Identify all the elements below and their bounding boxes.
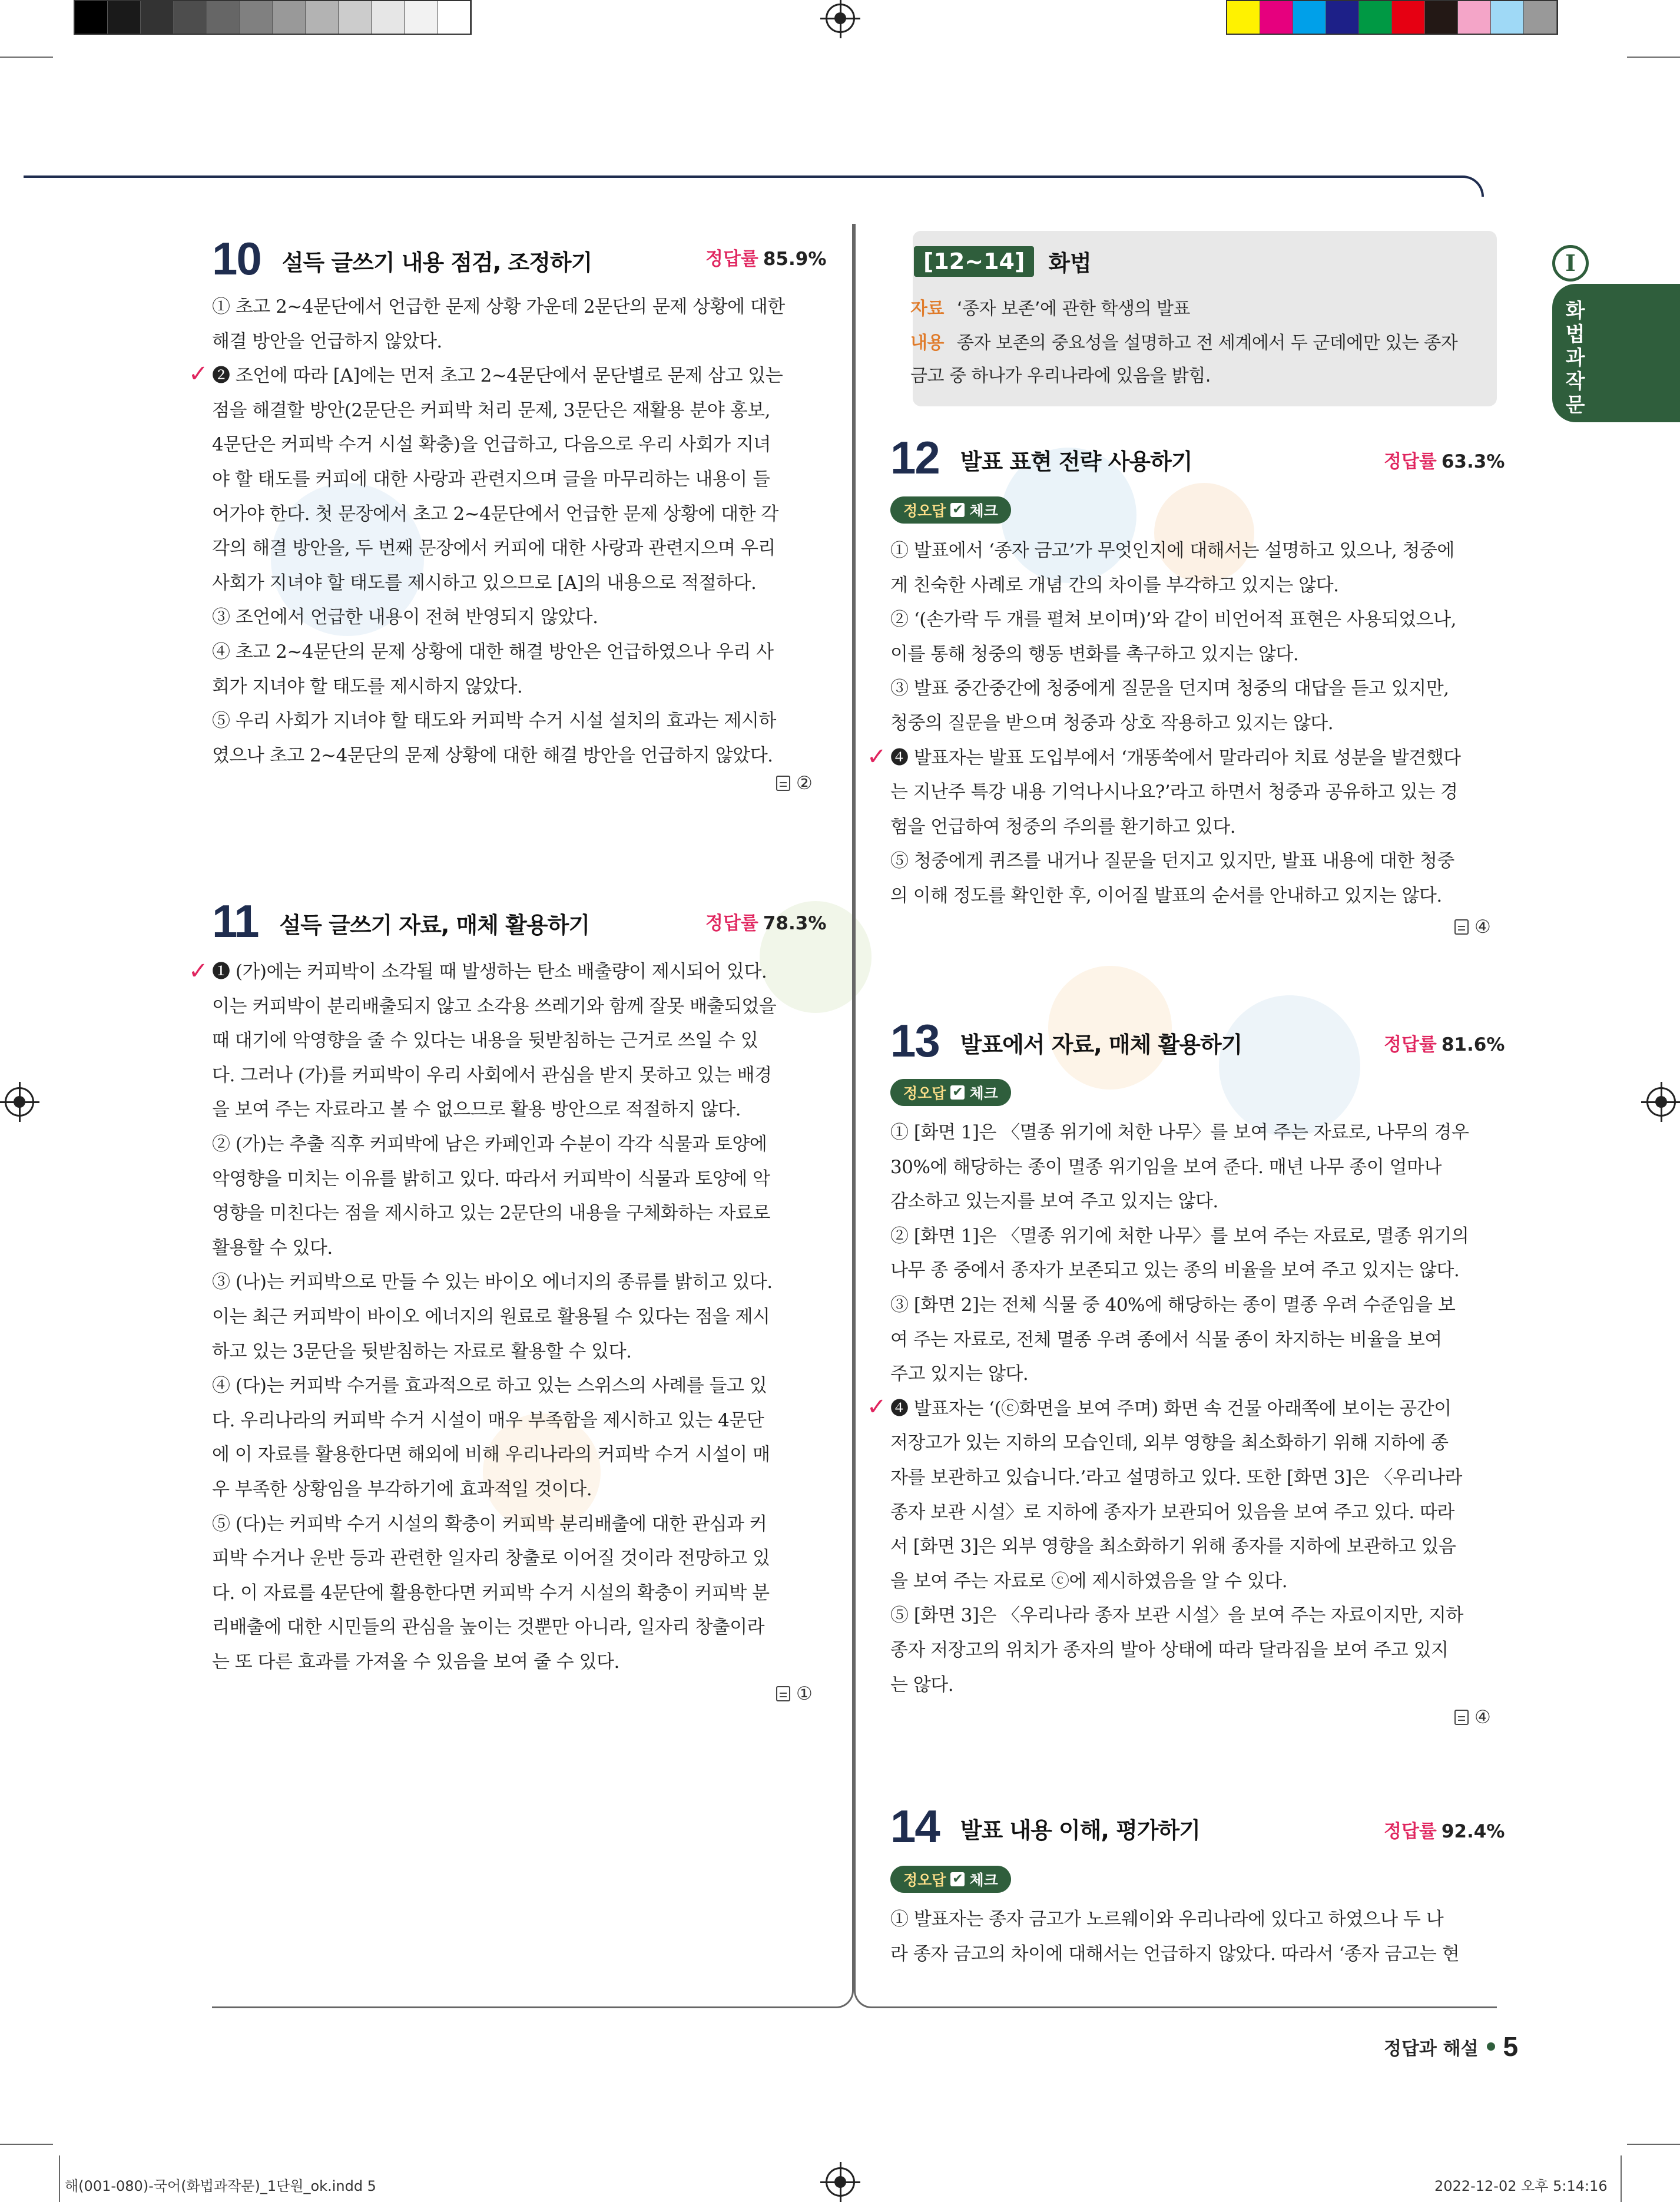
question-number: 10 [212, 233, 261, 284]
source-value: ‘종자 보존’에 관한 학생의 발표 [956, 299, 1190, 319]
explanation-line: 의 이해 정도를 확인한 후, 이어질 발표의 순서를 안내하고 있지는 않다. [890, 885, 1442, 906]
question-number: 12 [890, 432, 939, 484]
explanation-line: 이를 통해 청중의 행동 변화를 촉구하고 있지는 않다. [890, 643, 1299, 665]
header-rule [24, 176, 1484, 197]
badge-label-2: 체크 [969, 1872, 998, 1889]
color-swatch [1458, 1, 1491, 34]
correct-rate-value: 81.6% [1441, 1034, 1505, 1055]
print-slug-datetime: 2022-12-02 오후 5:14:16 [1434, 2178, 1608, 2194]
question-11-explanation [212, 955, 819, 1679]
content-value: 종자 보존의 중요성을 설명하고 전 세계에서 두 군데에만 있는 종자 [956, 333, 1458, 353]
crop-mark [1627, 57, 1680, 58]
question-14-explanation [890, 1902, 1497, 1971]
correct-answer-check-icon: ✓ [867, 743, 887, 770]
color-swatch [108, 1, 141, 34]
badge-label: 정오답 [903, 1872, 946, 1889]
correct-rate [1384, 446, 1505, 473]
question-10-answer [776, 773, 813, 794]
content-value-cont: 금고 중 하나가 우리나라에 있음을 밝힘. [910, 366, 1211, 386]
correct-rate-value: 78.3% [763, 913, 827, 934]
color-swatch [141, 1, 174, 34]
explanation-line: ④ (다)는 커피박 수거를 효과적으로 하고 있는 스위스의 사례를 들고 있 [212, 1375, 767, 1397]
explanation-line: 다. 우리나라의 커피박 수거 시설이 매우 부족함을 제시하고 있는 4문단 [212, 1409, 764, 1431]
source-key: 자료 [910, 299, 944, 319]
registration-mark-right [1646, 1087, 1676, 1117]
color-swatch [1491, 1, 1524, 34]
explanation-line: ❷ 조언에 따라 [A]에는 먼저 초고 2~4문단에서 문단별로 문제 삼고 있는 [212, 365, 783, 387]
explanation-line: ④ 초고 2~4문단의 문제 상황에 대한 해결 방안은 언급하였으나 우리 사 [212, 641, 774, 663]
color-swatch [1359, 1, 1392, 34]
crop-mark [0, 57, 53, 58]
color-swatch [339, 1, 372, 34]
question-12-explanation [890, 534, 1497, 913]
passage-info-header [914, 245, 1092, 277]
explanation-line: 을 보여 주는 자료로 ⓒ에 제시하였음을 알 수 있다. [890, 1570, 1288, 1592]
footer-label: 정답과 해설 [1384, 2038, 1479, 2059]
explanation-line: ⑤ (다)는 커피박 수거 시설의 확충이 커피박 분리배출에 대한 관심과 커 [212, 1513, 767, 1535]
answer-icon [776, 776, 790, 791]
explanation-line: 험을 언급하여 청중의 주의를 환기하고 있다. [890, 816, 1236, 837]
question-title: 발표 내용 이해, 평가하기 [960, 1817, 1200, 1843]
explanation-line: 영향을 미친다는 점을 제시하고 있는 2문단의 내용을 구체화하는 자료로 [212, 1203, 770, 1224]
checkbox-icon: ✔ [950, 503, 965, 517]
answer-icon [776, 1686, 790, 1701]
explanation-line: ① 초고 2~4문단에서 언급한 문제 상황 가운데 2문단의 문제 상황에 대한 [212, 296, 785, 317]
correct-rate-label: 정답률 [1384, 451, 1437, 472]
explanation-line: 야 할 태도를 커피에 대한 사랑과 관련지으며 글을 마무리하는 내용이 들 [212, 468, 770, 490]
color-swatch [1326, 1, 1359, 34]
correct-rate [705, 244, 826, 270]
color-swatch [438, 1, 470, 34]
explanation-line: ⑤ 우리 사회가 지녀야 할 태도와 커피박 수거 시설 설치의 효과는 제시하 [212, 710, 776, 732]
explanation-line: 우 부족한 상황임을 부각하기에 효과적일 것이다. [212, 1478, 592, 1500]
crop-mark [1627, 2144, 1680, 2145]
explanation-line: 다. 이 자료를 4문단에 활용한다면 커피박 수거 시설의 확충이 커피박 분 [212, 1582, 770, 1604]
explanation-line: ③ (나)는 커피박으로 만들 수 있는 바이오 에너지의 종류를 밝히고 있다. [212, 1271, 773, 1293]
correct-rate-label: 정답률 [705, 249, 758, 270]
content-key: 내용 [910, 333, 944, 353]
explanation-line: ❹ 발표자는 발표 도입부에서 ‘개똥쑥에서 말라리아 치료 성분을 발견했다 [890, 747, 1461, 769]
explanation-line: 악영향을 미치는 이유를 밝히고 있다. 따라서 커피박이 식물과 토양에 악 [212, 1168, 770, 1190]
question-number: 13 [890, 1015, 939, 1067]
correct-rate [1384, 1029, 1505, 1056]
question-14-header [890, 1800, 1200, 1852]
question-10-explanation [212, 290, 819, 773]
color-swatch [240, 1, 273, 34]
answer-check-badge [890, 1866, 1011, 1893]
color-swatch [1392, 1, 1425, 34]
explanation-line: 해결 방안을 언급하지 않았다. [212, 330, 442, 352]
answer-icon [1454, 1710, 1469, 1725]
explanation-line: 에 이 자료를 활용한다면 해외에 비해 우리나라의 커피박 수거 시설이 매 [212, 1444, 770, 1466]
crop-mark [59, 2155, 60, 2202]
print-slug-filename: 해(001-080)-국어(화법과작문)_1단원_ok.indd 5 [65, 2178, 376, 2194]
explanation-line: ③ 발표 중간중간에 청중에게 질문을 던지며 청중의 대답을 듣고 있지만, [890, 678, 1449, 700]
question-13-header [890, 1015, 1242, 1067]
explanation-line: 4문단은 커피박 수거 시설 확충)을 언급하고, 다음으로 우리 사회가 지녀 [212, 434, 771, 456]
correct-rate-label: 정답률 [1384, 1034, 1437, 1055]
answer-icon [1454, 919, 1469, 935]
checkbox-icon: ✔ [950, 1872, 965, 1886]
color-swatch [174, 1, 207, 34]
explanation-line: 회가 지녀야 할 태도를 제시하지 않았다. [212, 675, 523, 697]
explanation-line: 라 종자 금고의 차이에 대해서는 언급하지 않았다. 따라서 ‘종자 금고는 현 [890, 1943, 1460, 1965]
correct-rate-value: 63.3% [1441, 451, 1505, 472]
explanation-line: 어가야 한다. 첫 문장에서 초고 2~4문단에서 언급한 문제 상황에 대한 각 [212, 503, 778, 525]
page-footer [1384, 2031, 1518, 2062]
explanation-line: ③ 조언에서 언급한 내용이 전혀 반영되지 않았다. [212, 607, 598, 628]
correct-answer-check-icon: ✓ [188, 360, 208, 388]
explanation-line: 각의 해결 방안을, 두 번째 문장에서 커피에 대한 사랑과 관련지으며 우리 [212, 538, 776, 559]
explanation-line: ❶ (가)에는 커피박이 소각될 때 발생하는 탄소 배출량이 제시되어 있다. [212, 961, 767, 982]
explanation-line: 하고 있는 3문단을 뒷받침하는 자료로 활용할 수 있다. [212, 1340, 632, 1362]
color-swatch [405, 1, 438, 34]
explanation-line: ② [화면 1]은 〈멸종 위기에 처한 나무〉를 보여 주는 자료로, 멸종 위기의 [890, 1225, 1469, 1247]
badge-label-2: 체크 [969, 1085, 998, 1102]
correct-rate-label: 정답률 [1384, 1821, 1437, 1842]
color-swatch [372, 1, 405, 34]
explanation-line: 였으나 초고 2~4문단의 문제 상황에 대한 해결 방안을 언급하지 않았다. [212, 744, 773, 766]
correct-answer-check-icon: ✓ [188, 958, 208, 985]
color-swatch [1293, 1, 1326, 34]
explanation-line: ① [화면 1]은 〈멸종 위기에 처한 나무〉를 보여 주는 자료로, 나무의 경우 [890, 1122, 1469, 1143]
passage-genre: 화법 [1048, 250, 1092, 276]
crop-mark [0, 2144, 53, 2145]
answer-check-badge [890, 1079, 1011, 1106]
explanation-line: ③ [화면 2]는 전체 식물 중 40%에 해당하는 종이 멸종 우려 수준임을 보 [890, 1294, 1456, 1316]
color-swatch [75, 1, 108, 34]
explanation-line: 피박 수거나 운반 등과 관련한 일자리 창출로 이어질 것이라 전망하고 있 [212, 1548, 770, 1569]
explanation-line: 는 또 다른 효과를 가져올 수 있음을 보여 줄 수 있다. [212, 1651, 619, 1673]
explanation-line: 활용할 수 있다. [212, 1237, 333, 1259]
explanation-line: ① 발표자는 종자 금고가 노르웨이와 우리나라에 있다고 하였으나 두 나 [890, 1909, 1444, 1930]
explanation-line: ② (가)는 추출 직후 커피박에 남은 카페인과 수분이 각각 식물과 토양에 [212, 1133, 767, 1155]
question-11-answer [776, 1683, 813, 1704]
passage-content-line [910, 326, 1457, 360]
explanation-line: 리배출에 대한 시민들의 관심을 높이는 것뿐만 아니라, 일자리 창출이라 [212, 1617, 765, 1638]
explanation-line: 는 않다. [890, 1674, 954, 1696]
question-title: 발표에서 자료, 매체 활용하기 [960, 1032, 1242, 1058]
question-11-header [212, 895, 590, 947]
page-number: 5 [1503, 2031, 1519, 2062]
question-13-answer [1454, 1707, 1491, 1728]
color-swatch [1260, 1, 1293, 34]
badge-label-2: 체크 [969, 502, 998, 519]
question-number: 11 [212, 895, 259, 947]
explanation-line: 주고 있지는 않다. [890, 1363, 1029, 1385]
correct-rate-value: 92.4% [1441, 1821, 1505, 1842]
explanation-line: 게 친숙한 사례로 개념 간의 차이를 부각하고 있지는 않다. [890, 574, 1339, 596]
answer-value: ④ [1474, 916, 1491, 938]
question-title: 설득 글쓰기 자료, 매체 활용하기 [279, 912, 590, 938]
registration-mark-bottom [826, 2167, 855, 2197]
correct-rate-value: 85.9% [763, 249, 827, 270]
answer-value: ④ [1474, 1707, 1491, 1728]
correct-rate [1384, 1816, 1505, 1843]
color-swatch-bar [1226, 0, 1558, 35]
crop-mark [1621, 2155, 1622, 2202]
explanation-line: 여 주는 자료로, 전체 멸종 우려 종에서 식물 종이 차지하는 비율을 보여 [890, 1329, 1442, 1350]
explanation-line: 이는 최근 커피박이 바이오 에너지의 원료로 활용될 수 있다는 점을 제시 [212, 1306, 770, 1327]
explanation-line: 서 [화면 3]은 외부 영향을 최소화하기 위해 종자를 지하에 보관하고 있음 [890, 1536, 1456, 1558]
question-number: 14 [890, 1800, 939, 1852]
explanation-line: 다. 그러나 (가)를 커피박이 우리 사회에서 관심을 받지 못하고 있는 배경 [212, 1064, 772, 1086]
correct-answer-check-icon: ✓ [867, 1393, 887, 1420]
explanation-line: 때 대기에 악영향을 줄 수 있다는 내용을 뒷받침하는 근거로 쓰일 수 있 [212, 1030, 758, 1052]
explanation-line: ⑤ [화면 3]은 〈우리나라 종자 보관 시설〉을 보여 주는 자료이지만, 지하 [890, 1605, 1463, 1627]
answer-value: ② [796, 773, 813, 794]
color-swatch [1524, 1, 1557, 34]
chapter-label: 화법과 작문 [1565, 299, 1585, 417]
grayscale-swatch-bar [74, 0, 472, 35]
chapter-roman-numeral: I [1552, 245, 1589, 282]
question-12-answer [1454, 916, 1491, 938]
explanation-line: ① 발표에서 ‘종자 금고’가 무엇인지에 대해서는 설명하고 있으나, 청중에 [890, 540, 1454, 561]
explanation-line: 사회가 지녀야 할 태도를 제시하고 있으므로 [A]의 내용으로 적절하다. [212, 572, 757, 594]
explanation-line: 종자 저장고의 위치가 종자의 발아 상태에 따라 달라짐을 보여 주고 있지 [890, 1639, 1449, 1661]
registration-mark-left [5, 1087, 34, 1117]
question-12-header [890, 432, 1192, 484]
explanation-line: 청중의 질문을 받으며 청중과 상호 작용하고 있지는 않다. [890, 712, 1334, 734]
checkbox-icon: ✔ [950, 1085, 965, 1100]
correct-rate [705, 908, 826, 935]
explanation-line: 30%에 해당하는 종이 멸종 위기임을 보여 준다. 매년 나무 종이 얼마나 [890, 1156, 1442, 1178]
passage-source-line [910, 292, 1190, 326]
color-swatch [273, 1, 306, 34]
footer-dot-icon [1487, 2042, 1495, 2051]
question-13-explanation [890, 1115, 1497, 1702]
question-title: 발표 표현 전략 사용하기 [960, 449, 1192, 475]
registration-mark-top [826, 4, 855, 33]
explanation-line: ② ‘(손가락 두 개를 펼쳐 보이며)’와 같이 비언어적 표현은 사용되었으나, [890, 609, 1456, 631]
color-swatch [1227, 1, 1260, 34]
answer-value: ① [796, 1683, 813, 1704]
explanation-line: 저장고가 있는 지하의 모습인데, 외부 영향을 최소화하기 위해 지하에 종 [890, 1432, 1449, 1454]
explanation-line: 종자 보관 시설〉로 지하에 종자가 보관되어 있음을 보여 주고 있다. 따라 [890, 1501, 1454, 1523]
explanation-line: 감소하고 있는지를 보여 주고 있지는 않다. [890, 1191, 1218, 1213]
badge-label: 정오답 [903, 502, 946, 519]
explanation-line: 을 보여 주는 자료라고 볼 수 없으므로 활용 방안으로 적절하지 않다. [212, 1099, 741, 1121]
color-swatch [207, 1, 240, 34]
explanation-line: 점을 해결할 방안(2문단은 커피박 처리 문제, 3문단은 재활용 분야 홍보, [212, 399, 770, 421]
question-range-tag: [12~14] [914, 246, 1034, 277]
question-10-header [212, 233, 592, 284]
passage-content-line-2 [910, 359, 1211, 393]
color-swatch [306, 1, 339, 34]
color-swatch [1425, 1, 1458, 34]
explanation-line: ⑤ 청중에게 퀴즈를 내거나 질문을 던지고 있지만, 발표 내용에 대한 청중 [890, 850, 1454, 872]
explanation-line: ❹ 발표자는 ‘(ⓒ화면을 보여 주며) 화면 속 건물 아래쪽에 보이는 공간이 [890, 1398, 1452, 1419]
explanation-line: 는 지난주 특강 내용 기억나시나요?’라고 하면서 청중과 공유하고 있는 경 [890, 782, 1458, 803]
explanation-line: 이는 커피박이 분리배출되지 않고 소각용 쓰레기와 함께 잘못 배출되었을 [212, 995, 777, 1017]
correct-rate-label: 정답률 [705, 913, 758, 934]
explanation-line: 나무 종 중에서 종자가 보존되고 있는 종의 비율을 보여 주고 있지는 않다. [890, 1260, 1460, 1282]
answer-check-badge [890, 496, 1011, 524]
question-title: 설득 글쓰기 내용 점검, 조정하기 [281, 250, 592, 276]
explanation-line: 자를 보관하고 있습니다.’라고 설명하고 있다. 또한 [화면 3]은 〈우리나라 [890, 1466, 1462, 1488]
badge-label: 정오답 [903, 1085, 946, 1102]
